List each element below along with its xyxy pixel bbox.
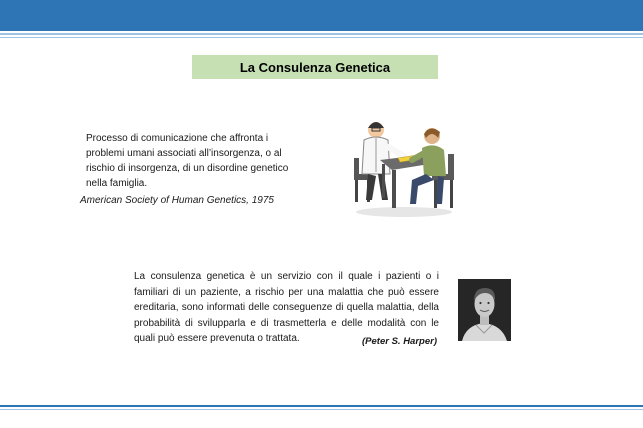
- doctor-patient-illustration: [346, 108, 458, 220]
- definition-text: Processo di comunicazione che affronta i problemi umani associati all’insorgenza, o al rischio di insorgenza, di un disordine genetico nella famiglia.: [86, 133, 289, 189]
- portrait-photo: [458, 279, 511, 341]
- footer-divider: [0, 405, 643, 407]
- header-bar: [0, 0, 643, 31]
- header-divider-thin: [0, 37, 643, 38]
- definition-source: American Society of Human Genetics, 1975: [80, 195, 274, 206]
- quote-author: (Peter S. Harper): [362, 336, 437, 347]
- quote-text: La consulenza genetica è un servizio con il quale i pazienti o i familiari di un paziente, a rischio per una malattia che può essere ereditaria, sono informati delle conseguenze di quella malattia, della probabilità di svilupparla e di trasmetterla e delle modalità con le quali può essere prevenuta o trattata.: [134, 271, 439, 344]
- footer-divider-thin: [0, 409, 643, 410]
- slide-title-text: La Consulenza Genetica: [239, 59, 391, 75]
- slide-title: [192, 55, 438, 79]
- header-divider: [0, 33, 643, 35]
